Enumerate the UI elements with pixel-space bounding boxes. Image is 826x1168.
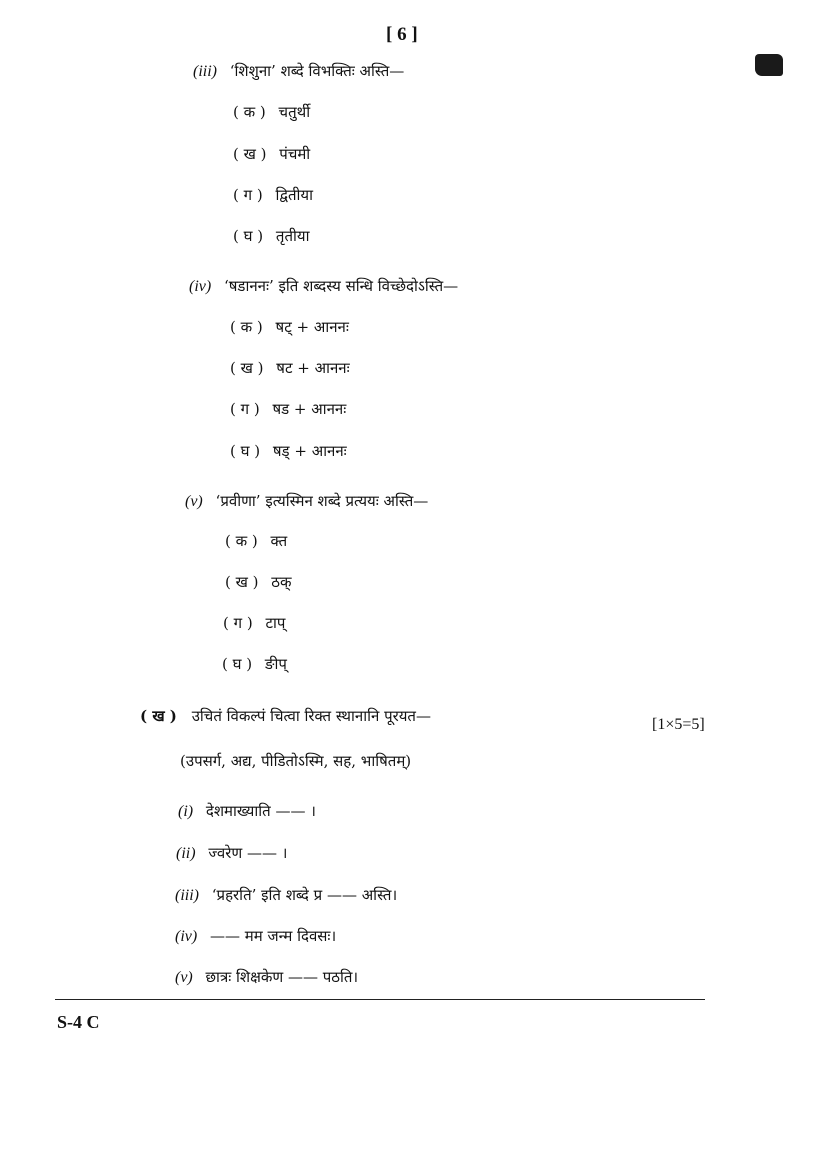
option-text: ङीप् <box>264 655 287 673</box>
option-text: पंचमी <box>279 145 311 163</box>
option-text: ठक् <box>271 573 292 591</box>
fill-item-ii <box>176 842 287 865</box>
option-text: तृतीया <box>275 227 310 245</box>
question-v <box>185 490 428 513</box>
footer-divider <box>55 999 705 1000</box>
option-iii-gha <box>233 225 309 247</box>
option-key: ( क ) <box>225 532 258 550</box>
question-text: ‘शिशुना’ शब्दे विभक्तिः अस्ति— <box>229 62 405 80</box>
option-v-gha <box>222 653 287 675</box>
option-text: क्त <box>270 532 288 550</box>
option-text: षड + आननः <box>272 400 347 418</box>
option-key: ( घ ) <box>233 227 264 245</box>
item-text: ज्वरेण —— । <box>208 844 288 862</box>
option-key: ( ग ) <box>223 614 253 632</box>
question-number: (iii) <box>193 63 217 80</box>
section-b-heading <box>140 705 431 727</box>
option-iv-gha <box>230 440 347 462</box>
option-v-ga <box>223 612 285 634</box>
option-iv-ka <box>230 316 349 338</box>
fill-item-v <box>175 966 358 989</box>
option-iv-kha <box>230 357 350 379</box>
option-key: ( ख ) <box>230 359 264 377</box>
item-number: (v) <box>175 969 193 986</box>
item-text: देशमाख्याति —— । <box>205 802 316 820</box>
option-text: षड् + आननः <box>272 442 347 460</box>
option-iv-ga <box>230 398 346 420</box>
marks-allocation: [1×5=5] <box>652 716 705 733</box>
option-iii-kha <box>233 143 310 165</box>
option-key: ( क ) <box>233 103 266 121</box>
section-key: ( ख ) <box>140 707 177 725</box>
option-text: द्वितीया <box>275 186 313 204</box>
fill-item-i <box>178 800 316 823</box>
item-text: ‘प्रहरति’ इति शब्दे प्र —— अस्ति। <box>211 886 398 904</box>
option-key: ( ख ) <box>233 145 267 163</box>
option-key: ( घ ) <box>222 655 253 673</box>
option-key: ( क ) <box>230 318 263 336</box>
item-number: (iii) <box>175 887 199 904</box>
item-number: (i) <box>178 803 194 820</box>
section-instruction: उचितं विकल्पं चित्वा रिक्त स्थानानि पूरयत— <box>191 707 431 725</box>
fill-item-iii <box>175 884 397 907</box>
option-v-kha <box>225 571 292 593</box>
question-text: ‘षडाननः’ इति शब्दस्य सन्धि विच्छेदोऽस्ति— <box>223 277 459 295</box>
paper-code: S-4 C <box>57 1012 100 1032</box>
question-iv <box>189 275 458 298</box>
option-key: ( घ ) <box>230 442 261 460</box>
option-v-ka <box>225 530 287 552</box>
question-text: ‘प्रवीणा’ इत्यस्मिन शब्दे प्रत्ययः अस्ति— <box>215 492 429 510</box>
option-key: ( ग ) <box>233 186 263 204</box>
option-key: ( ख ) <box>225 573 259 591</box>
option-key: ( ग ) <box>230 400 260 418</box>
page-number: [ 6 ] <box>386 24 418 45</box>
item-text: —— मम जन्म दिवसः। <box>209 927 337 945</box>
option-iii-ka <box>233 101 310 123</box>
option-text: षट् + आननः <box>275 318 349 336</box>
item-number: (iv) <box>175 928 198 945</box>
option-text: षट + आननः <box>276 359 350 377</box>
option-text: टाप् <box>265 614 286 632</box>
fill-item-iv <box>175 925 336 948</box>
item-text: छात्रः शिक्षकेण —— पठति। <box>205 968 359 986</box>
item-number: (ii) <box>176 845 196 862</box>
question-iii <box>193 60 404 83</box>
question-number: (v) <box>185 493 203 510</box>
question-number: (iv) <box>189 278 212 295</box>
option-text: चतुर्थी <box>278 103 311 121</box>
corner-ink-mark <box>755 54 783 76</box>
option-iii-ga <box>233 184 313 206</box>
word-bank: (उपसर्ग, अद्य, पीडितोऽस्मि, सह, भाषितम्) <box>180 752 412 770</box>
